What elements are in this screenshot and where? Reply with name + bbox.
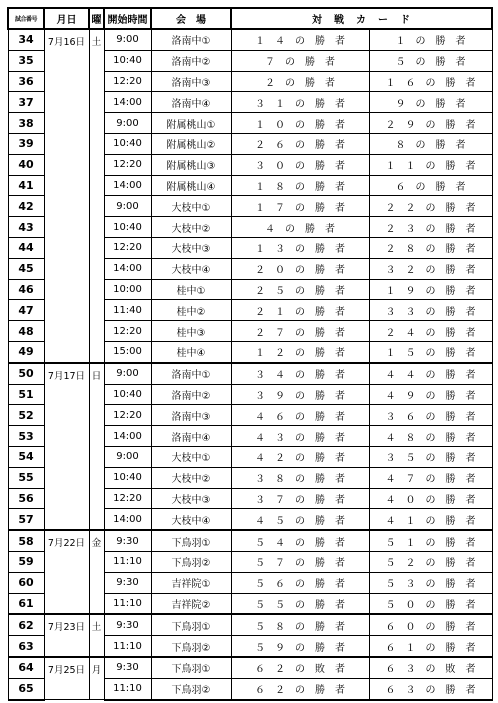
venue-cell: 大枝中④ bbox=[151, 509, 231, 530]
venue-cell: 附属桃山① bbox=[151, 113, 231, 134]
venue-cell: 大枝中④ bbox=[151, 258, 231, 279]
start-time-cell: 10:40 bbox=[104, 384, 151, 405]
game-number-cell: 42 bbox=[8, 196, 44, 217]
table-row bbox=[8, 363, 492, 384]
matchup-left-cell: ３ ４ の 勝 者 bbox=[231, 363, 369, 384]
matchup-left-cell: ２ １ の 勝 者 bbox=[231, 300, 369, 321]
matchup-right-cell: １ ９ の 勝 者 bbox=[369, 279, 492, 300]
matchup-left-cell: ５ ７ の 勝 者 bbox=[231, 551, 369, 572]
venue-cell: 附属桃山③ bbox=[151, 154, 231, 175]
venue-cell: 桂中③ bbox=[151, 321, 231, 342]
matchup-right-cell: ６ ０ の 勝 者 bbox=[369, 614, 492, 635]
venue-cell: 大枝中② bbox=[151, 467, 231, 488]
venue-cell: 大枝中① bbox=[151, 196, 231, 217]
table-row bbox=[8, 530, 492, 551]
game-number-cell: 45 bbox=[8, 258, 44, 279]
matchup-left-cell: １ ４ の 勝 者 bbox=[231, 29, 369, 50]
matchup-right-cell: ６ の 勝 者 bbox=[369, 175, 492, 196]
matchup-left-cell: ６ ２ の 勝 者 bbox=[231, 678, 369, 699]
matchup-left-cell: ３ ８ の 勝 者 bbox=[231, 467, 369, 488]
start-time-cell: 9:30 bbox=[104, 657, 151, 678]
game-number-cell: 62 bbox=[8, 614, 44, 635]
game-number-cell: 39 bbox=[8, 133, 44, 154]
start-time-cell: 9:30 bbox=[104, 614, 151, 635]
game-number-cell: 48 bbox=[8, 321, 44, 342]
start-time-cell: 12:20 bbox=[104, 154, 151, 175]
start-time-cell: 9:00 bbox=[104, 446, 151, 467]
matchup-left-cell: ２ ６ の 勝 者 bbox=[231, 133, 369, 154]
start-time-cell: 9:00 bbox=[104, 113, 151, 134]
game-number-cell: 37 bbox=[8, 92, 44, 113]
venue-cell: 洛南中① bbox=[151, 363, 231, 384]
venue-cell: 下鳥羽① bbox=[151, 530, 231, 551]
venue-cell: 下鳥羽① bbox=[151, 614, 231, 635]
start-time-cell: 9:00 bbox=[104, 196, 151, 217]
venue-cell: 洛南中④ bbox=[151, 426, 231, 447]
game-number-cell: 64 bbox=[8, 657, 44, 678]
game-number-cell: 47 bbox=[8, 300, 44, 321]
start-time-cell: 14:00 bbox=[104, 92, 151, 113]
matchup-right-cell: ４ ９ の 勝 者 bbox=[369, 384, 492, 405]
game-number-cell: 38 bbox=[8, 113, 44, 134]
start-time-cell: 10:40 bbox=[104, 467, 151, 488]
start-time-cell: 14:00 bbox=[104, 258, 151, 279]
matchup-right-cell: ５ ０ の 勝 者 bbox=[369, 593, 492, 614]
game-number-cell: 65 bbox=[8, 678, 44, 699]
matchup-left-cell: ２ の 勝 者 bbox=[231, 71, 369, 92]
start-time-cell: 14:00 bbox=[104, 175, 151, 196]
matchup-right-cell: ４ ０ の 勝 者 bbox=[369, 488, 492, 509]
matchup-left-cell: １ ２ の 勝 者 bbox=[231, 341, 369, 362]
header-date: 月日 bbox=[44, 8, 89, 29]
matchup-right-cell: １ ５ の 勝 者 bbox=[369, 341, 492, 362]
venue-cell: 下鳥羽② bbox=[151, 636, 231, 657]
matchup-right-cell: ４ １ の 勝 者 bbox=[369, 509, 492, 530]
start-time-cell: 10:00 bbox=[104, 279, 151, 300]
venue-cell: 洛南中② bbox=[151, 50, 231, 71]
matchup-right-cell: ２ ８ の 勝 者 bbox=[369, 237, 492, 258]
table-row bbox=[8, 29, 492, 50]
matchup-right-cell: ３ ３ の 勝 者 bbox=[369, 300, 492, 321]
game-number-cell: 51 bbox=[8, 384, 44, 405]
matchup-right-cell: ３ ６ の 勝 者 bbox=[369, 405, 492, 426]
venue-cell: 桂中① bbox=[151, 279, 231, 300]
matchup-right-cell: ５ ２ の 勝 者 bbox=[369, 551, 492, 572]
header-day-of-week: 曜 bbox=[89, 8, 104, 29]
matchup-right-cell: ９ の 勝 者 bbox=[369, 92, 492, 113]
game-number-cell: 52 bbox=[8, 405, 44, 426]
matchup-right-cell: ５ の 勝 者 bbox=[369, 50, 492, 71]
game-number-cell: 50 bbox=[8, 363, 44, 384]
game-number-cell: 61 bbox=[8, 593, 44, 614]
matchup-left-cell: ３ １ の 勝 者 bbox=[231, 92, 369, 113]
matchup-left-cell: ３ ０ の 勝 者 bbox=[231, 154, 369, 175]
table-row bbox=[8, 614, 492, 635]
venue-cell: 洛南中③ bbox=[151, 405, 231, 426]
matchup-right-cell: ６ ３ の 勝 者 bbox=[369, 678, 492, 699]
matchup-left-cell: ４ ２ の 勝 者 bbox=[231, 446, 369, 467]
venue-cell: 大枝中③ bbox=[151, 488, 231, 509]
matchup-left-cell: １ ３ の 勝 者 bbox=[231, 237, 369, 258]
matchup-left-cell: ２ ５ の 勝 者 bbox=[231, 279, 369, 300]
start-time-cell: 12:20 bbox=[104, 237, 151, 258]
matchup-left-cell: ５ ９ の 勝 者 bbox=[231, 636, 369, 657]
matchup-right-cell: ３ ２ の 勝 者 bbox=[369, 258, 492, 279]
start-time-cell: 9:30 bbox=[104, 572, 151, 593]
game-number-cell: 60 bbox=[8, 572, 44, 593]
matchup-left-cell: ４ ３ の 勝 者 bbox=[231, 426, 369, 447]
matchup-right-cell: ２ ３ の 勝 者 bbox=[369, 217, 492, 238]
matchup-left-cell: ５ ６ の 勝 者 bbox=[231, 572, 369, 593]
schedule-table bbox=[7, 7, 493, 701]
venue-cell: 大枝中① bbox=[151, 446, 231, 467]
start-time-cell: 9:00 bbox=[104, 29, 151, 50]
date-cell: 7月16日 bbox=[44, 29, 89, 363]
venue-cell: 洛南中④ bbox=[151, 92, 231, 113]
start-time-cell: 15:00 bbox=[104, 341, 151, 362]
start-time-cell: 12:20 bbox=[104, 71, 151, 92]
day-of-week-cell: 土 bbox=[89, 614, 104, 657]
matchup-right-cell: ２ ９ の 勝 者 bbox=[369, 113, 492, 134]
date-cell: 7月22日 bbox=[44, 530, 89, 614]
matchup-right-cell: ４ ４ の 勝 者 bbox=[369, 363, 492, 384]
matchup-right-cell: １ １ の 勝 者 bbox=[369, 154, 492, 175]
matchup-left-cell: １ ７ の 勝 者 bbox=[231, 196, 369, 217]
game-number-cell: 59 bbox=[8, 551, 44, 572]
date-cell: 7月25日 bbox=[44, 657, 89, 700]
matchup-left-cell: ３ ９ の 勝 者 bbox=[231, 384, 369, 405]
game-number-cell: 55 bbox=[8, 467, 44, 488]
start-time-cell: 11:10 bbox=[104, 636, 151, 657]
venue-cell: 大枝中② bbox=[151, 217, 231, 238]
game-number-cell: 46 bbox=[8, 279, 44, 300]
matchup-left-cell: ２ ７ の 勝 者 bbox=[231, 321, 369, 342]
venue-cell: 下鳥羽② bbox=[151, 678, 231, 699]
matchup-right-cell: ４ ７ の 勝 者 bbox=[369, 467, 492, 488]
start-time-cell: 9:00 bbox=[104, 363, 151, 384]
game-number-cell: 63 bbox=[8, 636, 44, 657]
date-cell: 7月23日 bbox=[44, 614, 89, 657]
game-number-cell: 57 bbox=[8, 509, 44, 530]
start-time-cell: 10:40 bbox=[104, 217, 151, 238]
game-number-cell: 41 bbox=[8, 175, 44, 196]
header-row bbox=[8, 8, 492, 29]
venue-cell: 下鳥羽② bbox=[151, 551, 231, 572]
matchup-left-cell: ４ の 勝 者 bbox=[231, 217, 369, 238]
venue-cell: 下鳥羽① bbox=[151, 657, 231, 678]
game-number-cell: 34 bbox=[8, 29, 44, 50]
table-row bbox=[8, 657, 492, 678]
venue-cell: 附属桃山④ bbox=[151, 175, 231, 196]
header-game-number: 試合番号 bbox=[8, 8, 44, 29]
day-of-week-cell: 月 bbox=[89, 657, 104, 700]
date-cell: 7月17日 bbox=[44, 363, 89, 530]
matchup-left-cell: ４ ５ の 勝 者 bbox=[231, 509, 369, 530]
day-of-week-cell: 金 bbox=[89, 530, 104, 614]
start-time-cell: 14:00 bbox=[104, 509, 151, 530]
matchup-left-cell: ５ ４ の 勝 者 bbox=[231, 530, 369, 551]
game-number-cell: 36 bbox=[8, 71, 44, 92]
header-matchup-card: 対 戦 カ ー ド bbox=[231, 8, 492, 29]
venue-cell: 桂中④ bbox=[151, 341, 231, 362]
game-number-cell: 49 bbox=[8, 341, 44, 362]
start-time-cell: 10:40 bbox=[104, 50, 151, 71]
matchup-left-cell: ５ ５ の 勝 者 bbox=[231, 593, 369, 614]
matchup-left-cell: １ ８ の 勝 者 bbox=[231, 175, 369, 196]
matchup-left-cell: ３ ７ の 勝 者 bbox=[231, 488, 369, 509]
venue-cell: 洛南中③ bbox=[151, 71, 231, 92]
game-number-cell: 35 bbox=[8, 50, 44, 71]
game-number-cell: 53 bbox=[8, 426, 44, 447]
matchup-right-cell: ４ ８ の 勝 者 bbox=[369, 426, 492, 447]
matchup-right-cell: １ の 勝 者 bbox=[369, 29, 492, 50]
start-time-cell: 12:20 bbox=[104, 321, 151, 342]
game-number-cell: 40 bbox=[8, 154, 44, 175]
venue-cell: 洛南中② bbox=[151, 384, 231, 405]
game-number-cell: 56 bbox=[8, 488, 44, 509]
matchup-right-cell: ６ ３ の 敗 者 bbox=[369, 657, 492, 678]
venue-cell: 桂中② bbox=[151, 300, 231, 321]
header-start-time: 開始時間 bbox=[104, 8, 151, 29]
start-time-cell: 11:10 bbox=[104, 678, 151, 699]
matchup-left-cell: ５ ８ の 勝 者 bbox=[231, 614, 369, 635]
matchup-right-cell: ３ ５ の 勝 者 bbox=[369, 446, 492, 467]
matchup-right-cell: ６ １ の 勝 者 bbox=[369, 636, 492, 657]
matchup-right-cell: ２ ２ の 勝 者 bbox=[369, 196, 492, 217]
matchup-right-cell: ５ １ の 勝 者 bbox=[369, 530, 492, 551]
venue-cell: 吉祥院① bbox=[151, 572, 231, 593]
start-time-cell: 11:10 bbox=[104, 551, 151, 572]
matchup-left-cell: １ ０ の 勝 者 bbox=[231, 113, 369, 134]
matchup-left-cell: ６ ２ の 敗 者 bbox=[231, 657, 369, 678]
venue-cell: 大枝中③ bbox=[151, 237, 231, 258]
venue-cell: 吉祥院② bbox=[151, 593, 231, 614]
matchup-right-cell: ２ ４ の 勝 者 bbox=[369, 321, 492, 342]
matchup-right-cell: １ ６ の 勝 者 bbox=[369, 71, 492, 92]
header-venue: 会 場 bbox=[151, 8, 231, 29]
start-time-cell: 11:10 bbox=[104, 593, 151, 614]
start-time-cell: 9:30 bbox=[104, 530, 151, 551]
day-of-week-cell: 日 bbox=[89, 363, 104, 530]
game-number-cell: 44 bbox=[8, 237, 44, 258]
matchup-right-cell: ５ ３ の 勝 者 bbox=[369, 572, 492, 593]
game-number-cell: 58 bbox=[8, 530, 44, 551]
schedule-sheet bbox=[7, 7, 493, 701]
start-time-cell: 10:40 bbox=[104, 133, 151, 154]
start-time-cell: 12:20 bbox=[104, 488, 151, 509]
start-time-cell: 12:20 bbox=[104, 405, 151, 426]
game-number-cell: 54 bbox=[8, 446, 44, 467]
matchup-left-cell: ４ ６ の 勝 者 bbox=[231, 405, 369, 426]
start-time-cell: 11:40 bbox=[104, 300, 151, 321]
game-number-cell: 43 bbox=[8, 217, 44, 238]
schedule-body bbox=[8, 29, 492, 700]
matchup-left-cell: ２ ０ の 勝 者 bbox=[231, 258, 369, 279]
day-of-week-cell: 土 bbox=[89, 29, 104, 363]
start-time-cell: 14:00 bbox=[104, 426, 151, 447]
matchup-right-cell: ８ の 勝 者 bbox=[369, 133, 492, 154]
venue-cell: 附属桃山② bbox=[151, 133, 231, 154]
matchup-left-cell: ７ の 勝 者 bbox=[231, 50, 369, 71]
venue-cell: 洛南中① bbox=[151, 29, 231, 50]
